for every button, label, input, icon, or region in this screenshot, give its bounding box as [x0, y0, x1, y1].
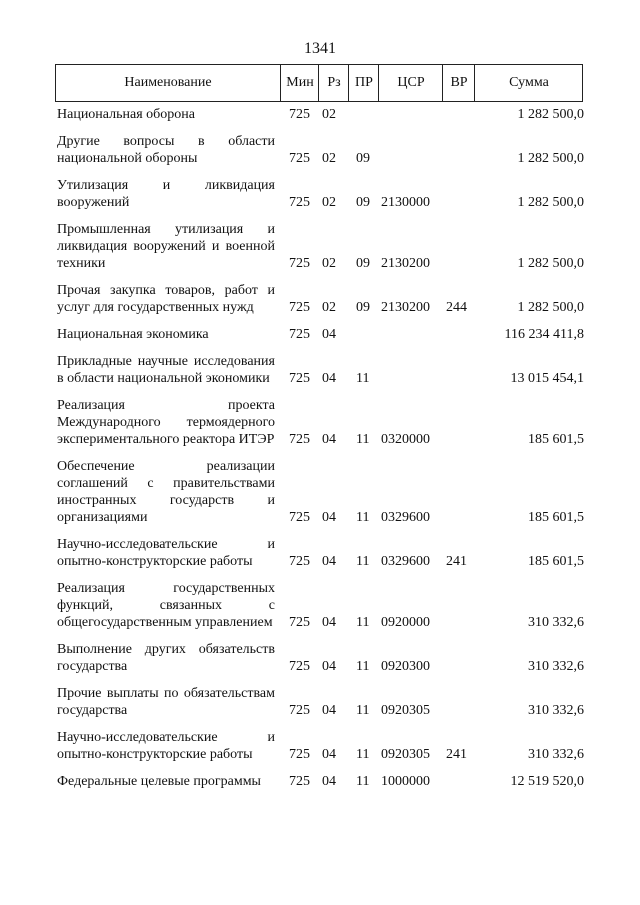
table-row	[0, 641, 640, 675]
table-row	[0, 773, 640, 790]
row-pr: 11	[356, 703, 370, 718]
row-name: Научно-исследовательские и опытно-конструкторские работы	[57, 730, 275, 762]
table-row	[0, 397, 640, 448]
row-rz: 02	[322, 107, 336, 122]
row-vr: 244	[446, 300, 467, 315]
row-min: 725	[289, 615, 310, 630]
row-rz: 04	[322, 659, 336, 674]
table-row	[0, 133, 640, 167]
row-pr: 09	[356, 256, 370, 271]
row-rz: 02	[322, 300, 336, 315]
row-rz: 04	[322, 327, 336, 342]
row-name: Федеральные целевые программы	[57, 774, 261, 789]
row-name: Научно-исследовательские и опытно-конструкторские работы	[57, 537, 275, 569]
row-rz: 02	[322, 195, 336, 210]
row-rz: 04	[322, 703, 336, 718]
row-min: 725	[289, 107, 310, 122]
row-pr: 11	[356, 659, 370, 674]
row-pr: 11	[356, 371, 370, 386]
row-sum: 1 282 500,0	[517, 107, 584, 122]
row-sum: 1 282 500,0	[517, 300, 584, 315]
header-vr: ВР	[442, 65, 475, 101]
row-min: 725	[289, 151, 310, 166]
row-csr: 0920000	[381, 615, 430, 630]
table-row	[0, 458, 640, 526]
row-sum: 310 332,6	[528, 747, 584, 762]
table-row	[0, 536, 640, 570]
row-pr: 09	[356, 195, 370, 210]
row-sum: 310 332,6	[528, 703, 584, 718]
row-csr: 1000000	[381, 774, 430, 789]
row-csr: 2130200	[381, 256, 430, 271]
row-min: 725	[289, 327, 310, 342]
row-csr: 0329600	[381, 510, 430, 525]
row-min: 725	[289, 195, 310, 210]
page-number: 1341	[304, 40, 336, 57]
header-name: Наименование	[124, 75, 212, 90]
row-rz: 04	[322, 747, 336, 762]
table-row	[0, 177, 640, 211]
row-rz: 04	[322, 554, 336, 569]
row-rz: 04	[322, 510, 336, 525]
row-csr: 2130000	[381, 195, 430, 210]
row-sum: 1 282 500,0	[517, 151, 584, 166]
row-min: 725	[289, 300, 310, 315]
row-sum: 1 282 500,0	[517, 195, 584, 210]
row-vr: 241	[446, 747, 467, 762]
row-pr: 09	[356, 300, 370, 315]
row-pr: 11	[356, 615, 370, 630]
table-row	[0, 353, 640, 387]
row-sum: 12 519 520,0	[510, 774, 584, 789]
row-csr: 0920305	[381, 703, 430, 718]
row-min: 725	[289, 747, 310, 762]
row-csr: 2130200	[381, 300, 430, 315]
row-name: Прочие выплаты по обязательствам государства	[57, 686, 275, 718]
row-min: 725	[289, 432, 310, 447]
row-rz: 02	[322, 256, 336, 271]
table-header	[55, 64, 583, 102]
row-sum: 185 601,5	[528, 554, 584, 569]
row-min: 725	[289, 371, 310, 386]
table-row	[0, 729, 640, 763]
row-min: 725	[289, 703, 310, 718]
row-min: 725	[289, 256, 310, 271]
row-rz: 04	[322, 432, 336, 447]
table-row	[0, 580, 640, 631]
row-rz: 04	[322, 774, 336, 789]
row-sum: 185 601,5	[528, 432, 584, 447]
table-row	[0, 685, 640, 719]
row-sum: 310 332,6	[528, 659, 584, 674]
row-sum: 13 015 454,1	[510, 371, 584, 386]
row-pr: 11	[356, 554, 370, 569]
row-name: Промышленная утилизация и ликвидация вооружений и военной техники	[57, 222, 275, 271]
row-rz: 04	[322, 371, 336, 386]
row-csr: 0920300	[381, 659, 430, 674]
row-csr: 0320000	[381, 432, 430, 447]
row-sum: 116 234 411,8	[504, 327, 584, 342]
header-sum: Сумма	[474, 65, 583, 101]
header-rz: Рз	[318, 65, 349, 101]
table-row	[0, 106, 640, 123]
row-name: Прикладные научные исследования в области национальной экономики	[57, 354, 275, 386]
row-pr: 09	[356, 151, 370, 166]
row-name: Выполнение других обязательств государства	[57, 642, 275, 674]
row-min: 725	[289, 554, 310, 569]
row-rz: 04	[322, 615, 336, 630]
row-name: Реализация проекта Международного термоядерного экспериментального реактора ИТЭР	[57, 398, 275, 447]
row-name: Национальная экономика	[57, 327, 209, 342]
row-min: 725	[289, 659, 310, 674]
header-min: Мин	[280, 65, 319, 101]
row-sum: 1 282 500,0	[517, 256, 584, 271]
table-row	[0, 326, 640, 343]
row-name: Утилизация и ликвидация вооружений	[57, 178, 275, 210]
row-name: Национальная оборона	[57, 107, 195, 122]
row-name: Другие вопросы в области национальной обороны	[57, 134, 275, 166]
row-pr: 11	[356, 747, 370, 762]
row-min: 725	[289, 774, 310, 789]
header-csr: ЦСР	[378, 65, 443, 101]
row-pr: 11	[356, 510, 370, 525]
row-csr: 0920305	[381, 747, 430, 762]
table-row	[0, 282, 640, 316]
row-rz: 02	[322, 151, 336, 166]
row-name: Реализация государственных функций, связанных с общегосударственным управлением	[57, 581, 275, 630]
row-csr: 0329600	[381, 554, 430, 569]
table-body	[0, 106, 640, 800]
row-pr: 11	[356, 432, 370, 447]
row-name: Прочая закупка товаров, работ и услуг для государственных нужд	[57, 283, 275, 315]
row-sum: 310 332,6	[528, 615, 584, 630]
header-pr: ПР	[348, 65, 379, 101]
row-vr: 241	[446, 554, 467, 569]
row-name: Обеспечение реализации соглашений с правительствами иностранных государств и организациями	[57, 459, 275, 525]
row-sum: 185 601,5	[528, 510, 584, 525]
table-row	[0, 221, 640, 272]
row-pr: 11	[356, 774, 370, 789]
row-min: 725	[289, 510, 310, 525]
